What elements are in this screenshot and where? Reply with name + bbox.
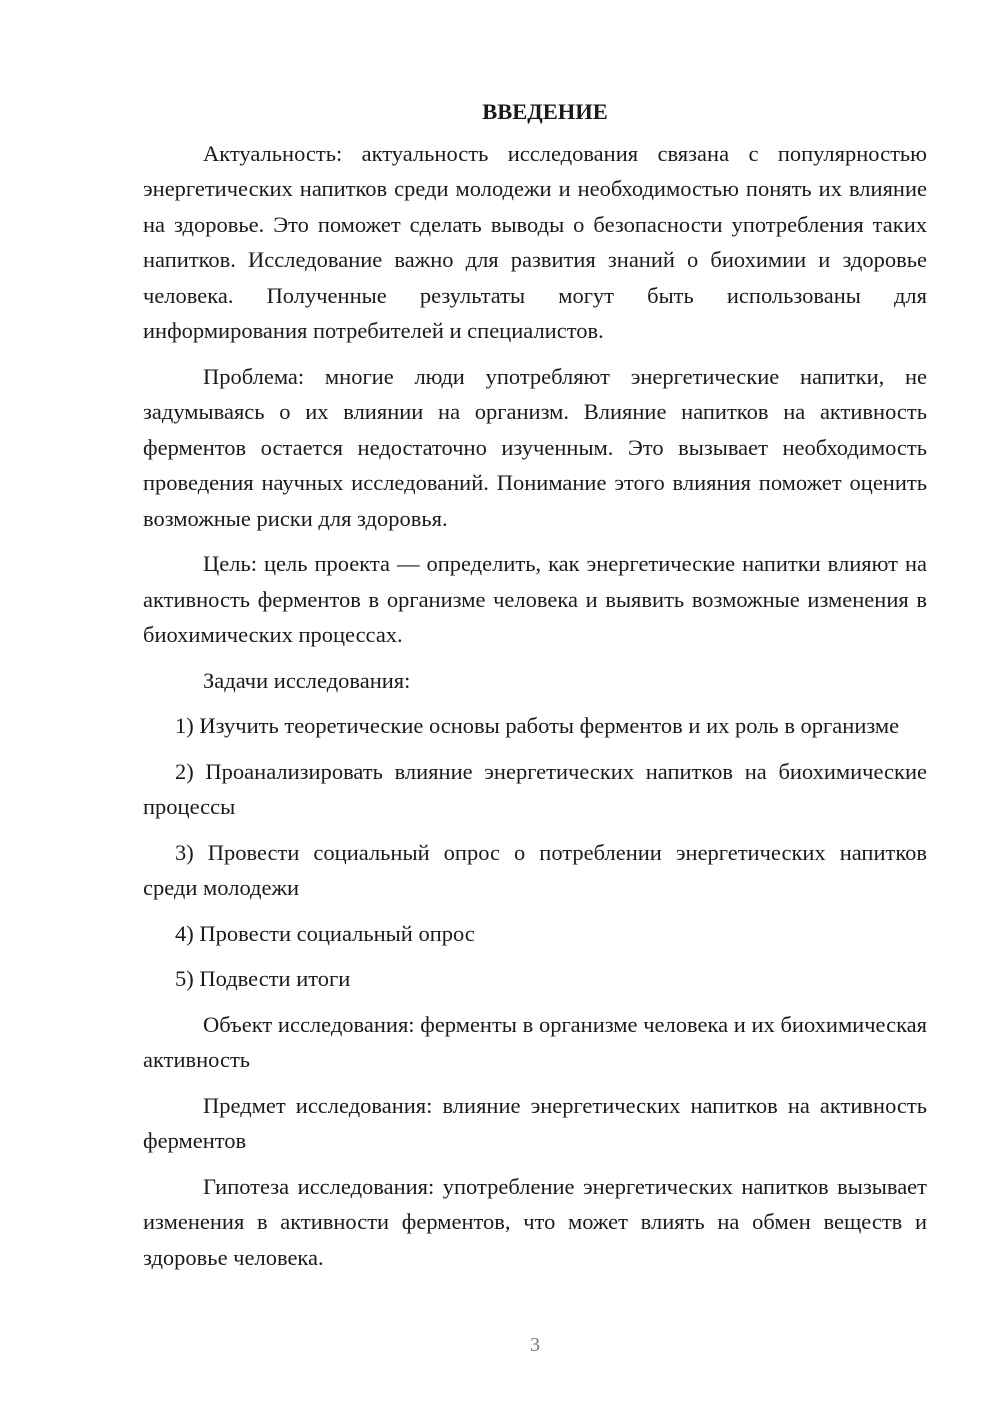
task-item: 5) Подвести итоги (175, 966, 351, 991)
page-content (143, 94, 927, 1285)
task-item: 1) Изучить теоретические основы работы ферментов и их роль в организме (175, 713, 900, 738)
task-item: 3) Провести социальный опрос о потреблении энергетических напитков среди молодежи (143, 839, 927, 900)
tasks-heading: Задачи исследования: (203, 667, 411, 693)
subject-paragraph: Предмет исследования: влияние энергетических напитков на активность ферментов (143, 1092, 927, 1153)
goal-paragraph: Цель: цель проекта — определить, как энергетические напитки влияют на активность ферментов в организме человека и выявить возможные изменения в биохимических процессах. (143, 551, 927, 647)
page-number: 3 (530, 1334, 540, 1356)
task-item: 4) Провести социальный опрос (175, 920, 475, 946)
problem-paragraph: Проблема: многие люди употребляют энергетические напитки, не задумываясь о их влиянии на организм. Влияние напитков на активность ферментов остается недостаточно изученным. Это вызывает необходимость проведения научных исследований. Понимание этого влияния поможет оценить возможные риски для здоровья. (143, 363, 927, 531)
relevance-paragraph: Актуальность: актуальность исследования связана с популярностью энергетических напитков среди молодежи и необходимостью понять их влияние на здоровье. Это поможет сделать выводы о безопасности употребления таких напитков. Исследование важно для развития знаний о биохимии и здоровье человека. Полученные результаты могут быть использованы для информирования потребителей и специалистов. (143, 140, 927, 343)
section-title: ВВЕДЕНИЕ (482, 99, 608, 124)
task-item: 2) Проанализировать влияние энергетических напитков на биохимические процессы (143, 758, 927, 819)
object-paragraph: Объект исследования: ферменты в организме человека и их биохимическая активность (143, 1011, 927, 1072)
hypothesis-paragraph: Гипотеза исследования: употребление энергетических напитков вызывает изменения в активности ферментов, что может влиять на обмен веществ и здоровье человека. (143, 1173, 927, 1270)
